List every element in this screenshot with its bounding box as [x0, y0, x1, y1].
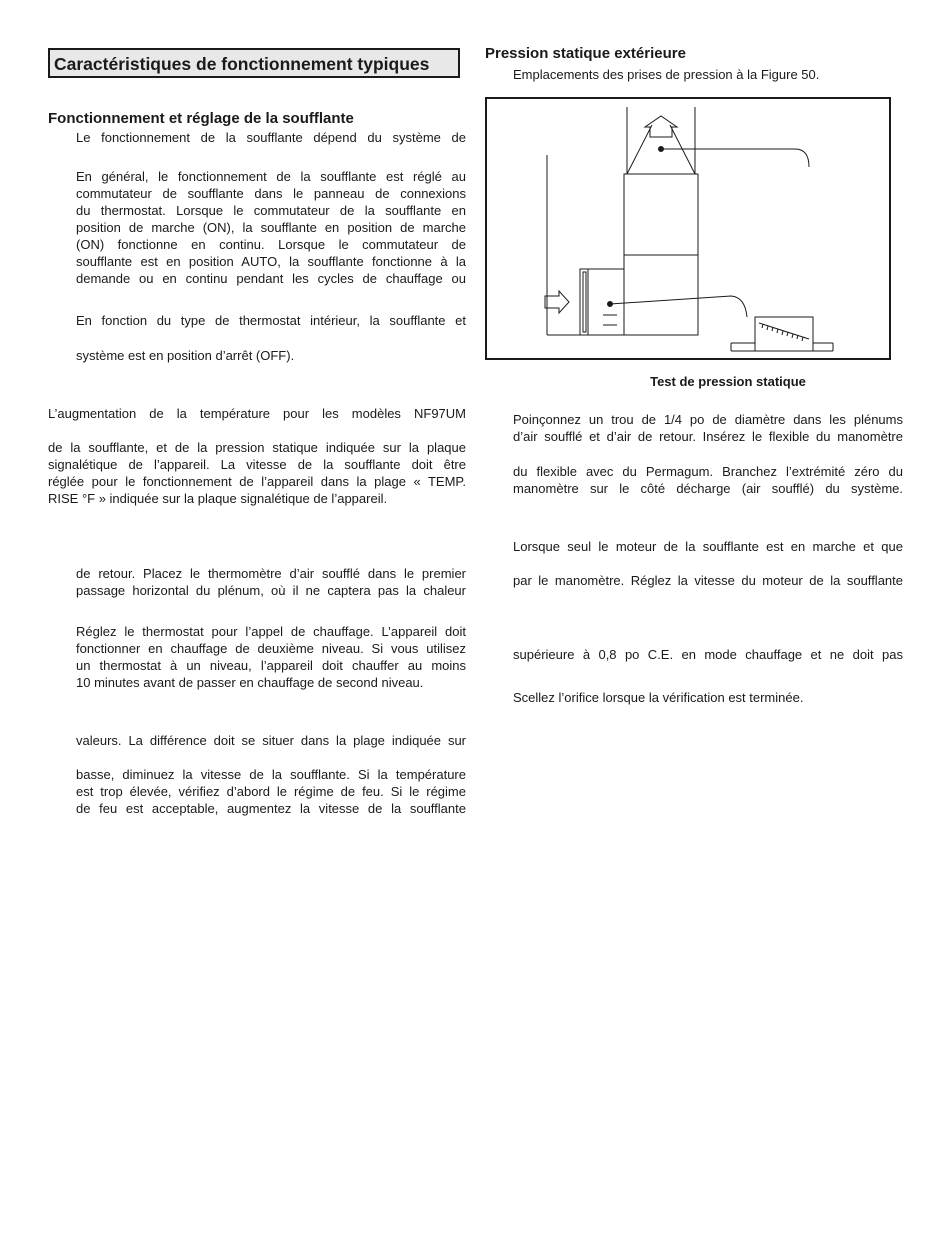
- static-pressure-figure: [485, 97, 891, 360]
- blower-paragraph-2: [76, 168, 466, 287]
- text-line: (ON) fonctionne en continu. Lorsque le commutateur de: [76, 237, 466, 252]
- plenum-taper-left: [627, 125, 652, 174]
- text-line: signalétique de l’appareil. La vitesse de la soufflante doit être: [48, 457, 466, 472]
- text-line: manomètre sur le côté décharge (air soufflé) du système.: [513, 481, 903, 496]
- manometer-body: [755, 317, 813, 351]
- superior-line: supérieure à 0,8 po C.E. en mode chauffage et ne doit pas: [513, 647, 903, 662]
- figure-caption: Test de pression statique: [650, 374, 806, 389]
- blower-paragraph-3-line-1: En fonction du type de thermostat intérieur, la soufflante et: [76, 313, 466, 328]
- hose-paragraph: [513, 463, 903, 497]
- text-line: basse, diminuez la vitesse de la soufflante. Si la température: [76, 767, 466, 782]
- filter-media: [583, 272, 586, 332]
- return-air-paragraph: [76, 565, 466, 599]
- static-pressure-subline: Emplacements des prises de pression à la Figure 50.: [513, 67, 820, 82]
- furnace-manometer-diagram: [487, 99, 889, 358]
- values-line: valeurs. La différence doit se situer dans la plage indiquée sur: [76, 733, 466, 748]
- manometer-ticks: [762, 324, 803, 341]
- text-line: 10 minutes avant de passer en chauffage de second niveau.: [76, 675, 424, 690]
- low-temperature-paragraph: [76, 766, 466, 817]
- blower-paragraph-1: Le fonctionnement de la soufflante dépend du système de: [76, 130, 466, 145]
- blower-paragraph-3-line-2: système est en position d’arrêt (OFF).: [76, 348, 295, 363]
- text-line: de retour. Placez le thermomètre d’air soufflé dans le premier: [76, 566, 466, 581]
- section-title: Caractéristiques de fonctionnement typiques: [54, 54, 430, 74]
- text-line: position de marche (ON), la soufflante en position de marche: [76, 220, 466, 235]
- text-line: réglée pour le fonctionnement de l’appareil dans la plage « TEMP.: [48, 474, 466, 489]
- text-line: commutateur de soufflante dans le panneau de connexions: [76, 186, 466, 201]
- text-line: Poinçonnez un trou de 1/4 po de diamètre dans les plénums: [513, 412, 903, 427]
- text-line: de la soufflante, et de la pression statique indiquée sur la plaque: [48, 440, 466, 455]
- thermostat-paragraph: [76, 623, 466, 691]
- manometer-line: par le manomètre. Réglez la vitesse du moteur de la soufflante: [513, 573, 903, 588]
- static-pressure-heading: Pression statique extérieure: [485, 45, 686, 62]
- text-line: En général, le fonctionnement de la soufflante est réglé au: [76, 169, 466, 184]
- text-line: RISE °F » indiquée sur la plaque signalétique de l’appareil.: [48, 491, 388, 506]
- text-line: du thermostat. Lorsque le commutateur de la soufflante en: [76, 203, 466, 218]
- temperature-rise-line: L’augmentation de la température pour les modèles NF97UM: [48, 406, 466, 421]
- text-line: soufflante est en position AUTO, la soufflante fonctionne à la: [76, 254, 466, 269]
- text-line: Réglez le thermostat pour l’appel de chauffage. L’appareil doit: [76, 624, 466, 639]
- punch-paragraph: [513, 411, 903, 445]
- text-line: est trop élevée, vérifiez d’abord le régime de feu. Si le régime: [76, 784, 466, 799]
- text-line: demande ou en continu pendant les cycles de chauffage ou: [76, 271, 466, 286]
- text-line: passage horizontal du plénum, où il ne captera pas la chaleur: [76, 583, 466, 598]
- seal-line: Scellez l’orifice lorsque la vérification est terminée.: [513, 690, 804, 705]
- blower-heading: Fonctionnement et réglage de la soufflante: [48, 110, 354, 127]
- text-line: un thermostat à un niveau, l’appareil doit chauffer au moins: [76, 658, 466, 673]
- filter-frame: [580, 269, 588, 335]
- manometer-scale: [759, 323, 809, 339]
- motor-line: Lorsque seul le moteur de la soufflante est en marche et que: [513, 539, 903, 554]
- temperature-rise-paragraph: [48, 439, 466, 507]
- return-hose: [610, 296, 747, 317]
- text-line: d’air soufflé et d’air de retour. Insérez le flexible du manomètre: [513, 429, 903, 444]
- return-airflow-arrow-icon: [545, 291, 569, 313]
- supply-airflow-arrow-icon: [645, 116, 677, 137]
- text-line: fonctionner en chauffage de deuxième niveau. Si vous utilisez: [76, 641, 466, 656]
- text-line: du flexible avec du Permagum. Branchez l’extrémité zéro du: [513, 464, 903, 479]
- text-line: de feu est acceptable, augmentez la vitesse de la soufflante: [76, 801, 466, 816]
- section-title-box: [48, 48, 460, 78]
